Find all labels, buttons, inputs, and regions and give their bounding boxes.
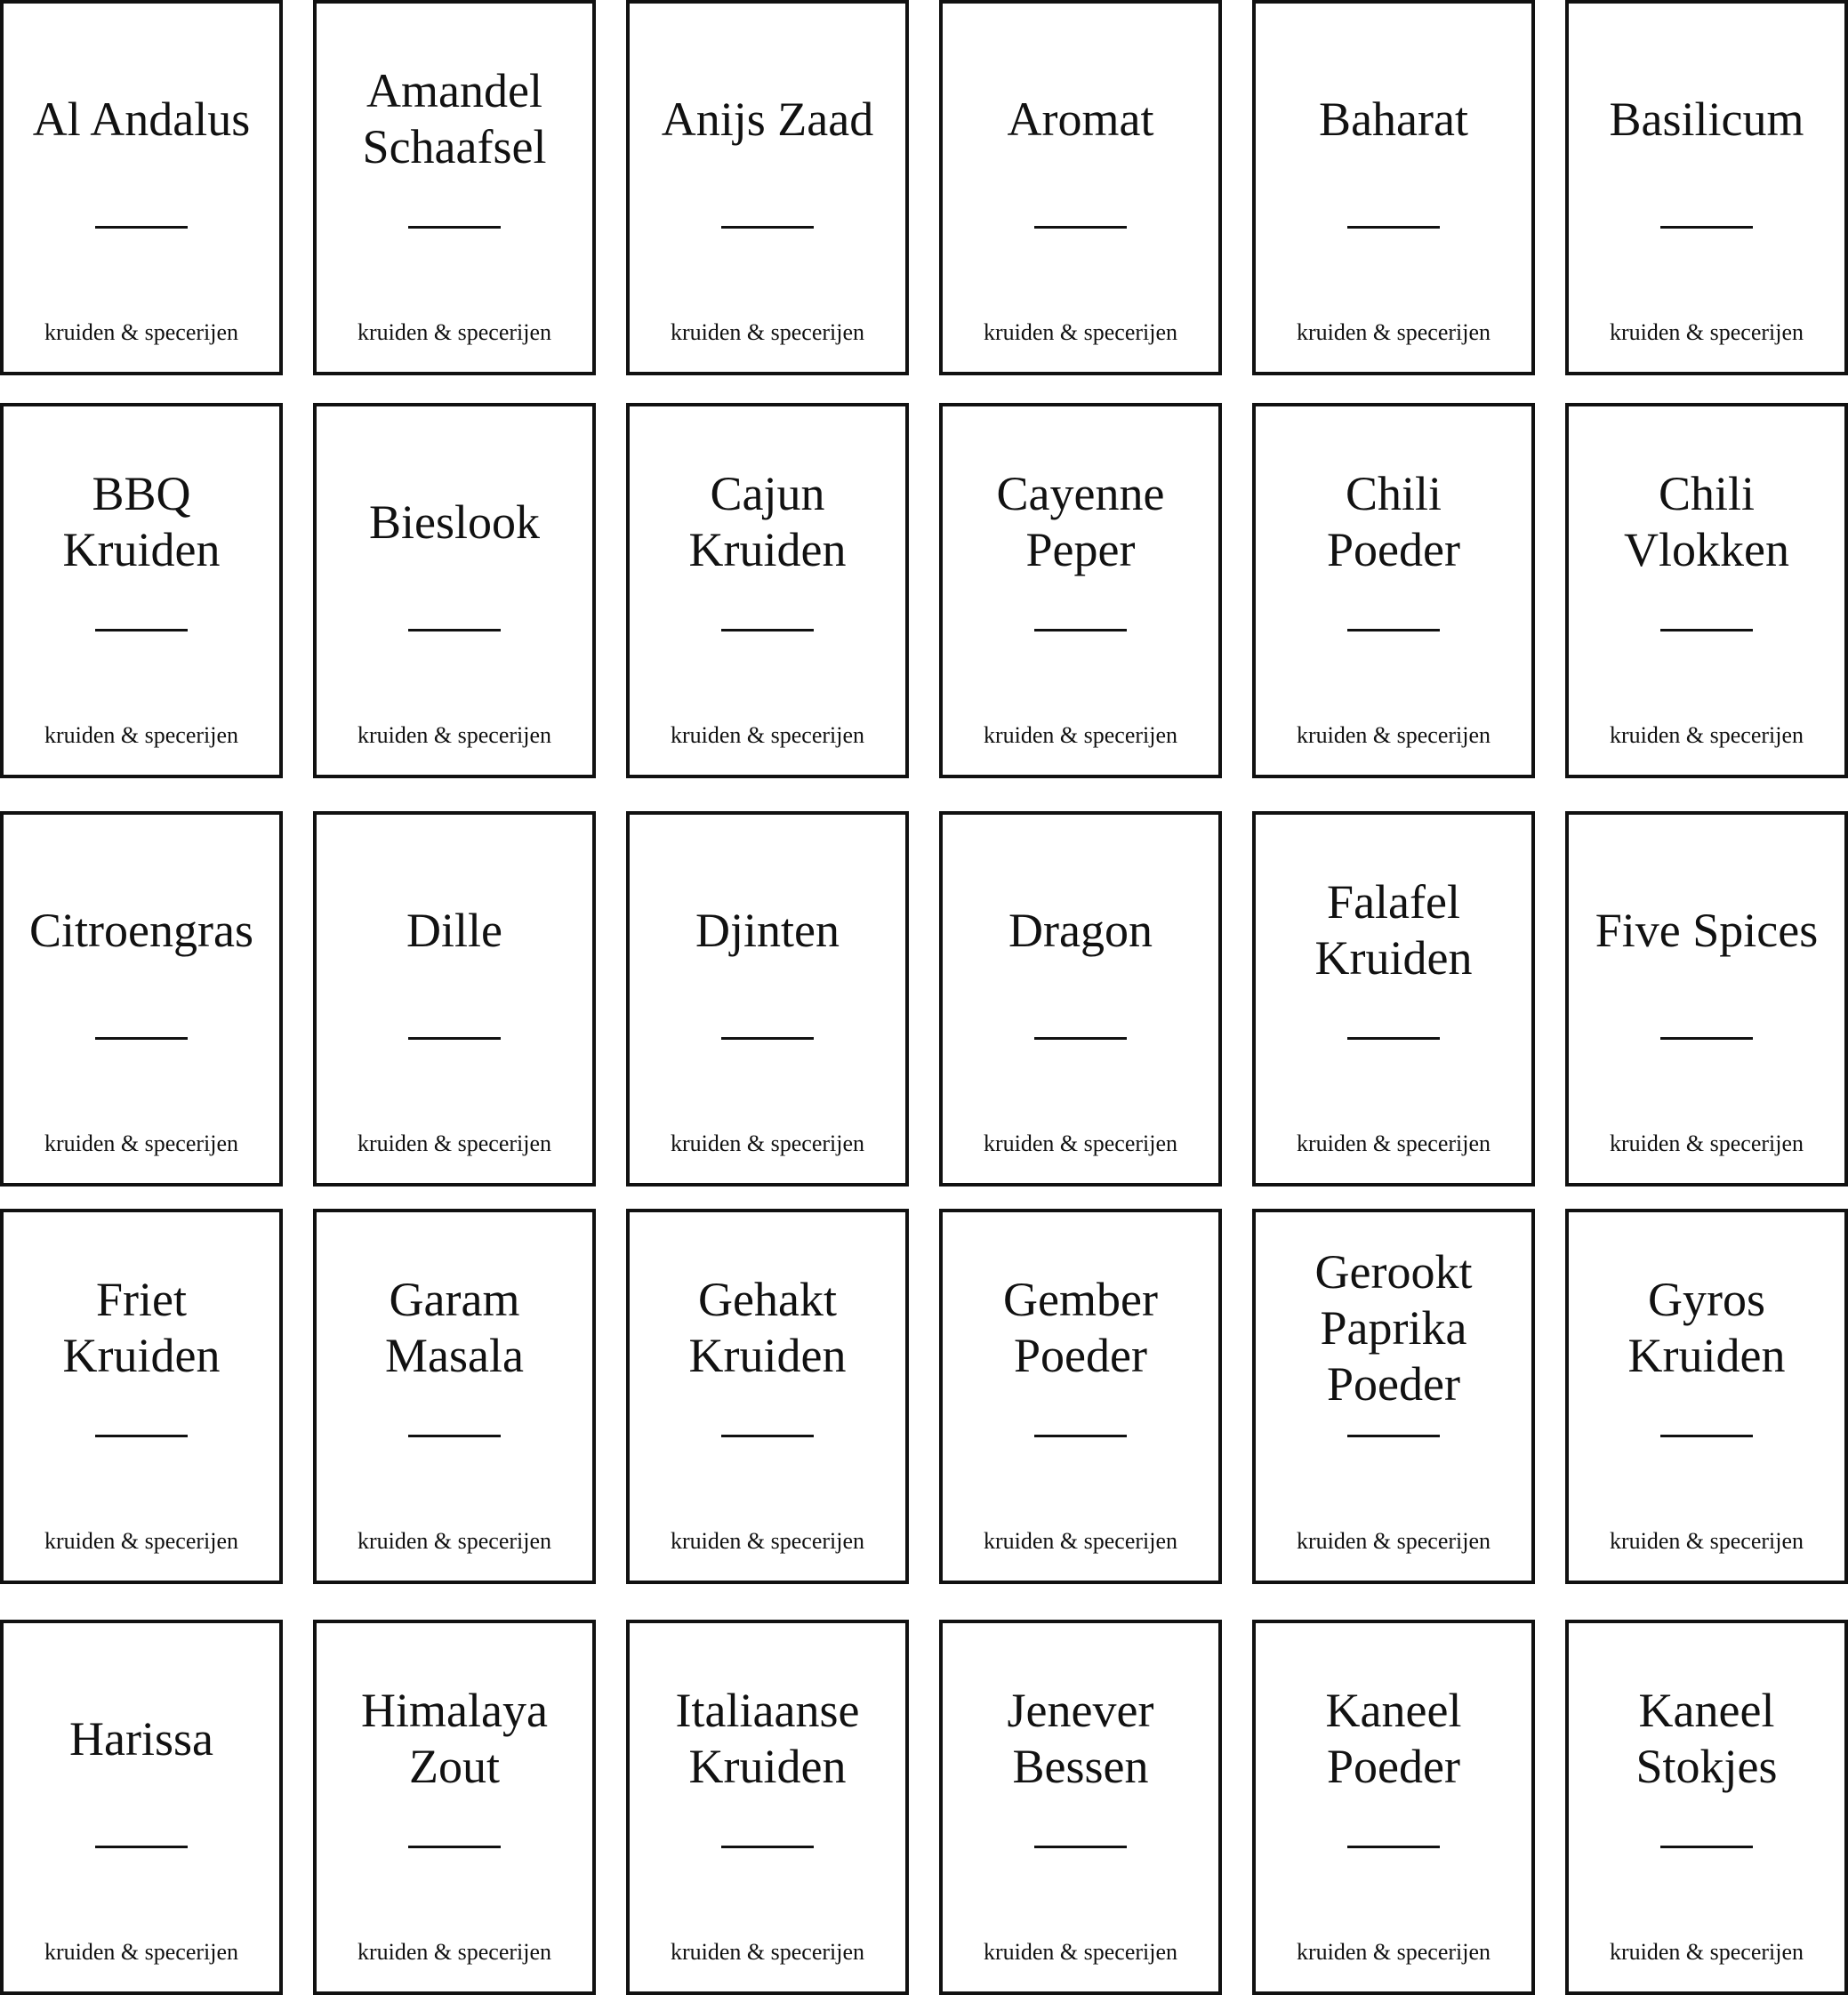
spice-name-line: Kruiden: [62, 523, 221, 576]
divider-line: [1660, 226, 1753, 229]
spice-label: [0, 0, 283, 375]
spice-name: [1256, 1244, 1531, 1412]
spice-name: [630, 1272, 905, 1384]
label-subtitle: kruiden & specerijen: [1296, 319, 1491, 345]
divider-line: [1347, 1435, 1440, 1437]
spice-name-line: Kruiden: [688, 1329, 847, 1382]
spice-name-line: Baharat: [1319, 92, 1468, 146]
label-subtitle: kruiden & specerijen: [1609, 1939, 1804, 1965]
divider-line: [1660, 629, 1753, 631]
spice-name-line: Stokjes: [1635, 1740, 1778, 1793]
divider-line: [1660, 1435, 1753, 1437]
label-subtitle: kruiden & specerijen: [983, 1939, 1178, 1965]
spice-name: [943, 903, 1218, 959]
divider-line: [95, 1435, 188, 1437]
spice-label: [313, 1209, 596, 1584]
divider-line: [721, 1435, 814, 1437]
spice-name-line: BBQ: [92, 467, 191, 520]
spice-name-line: Kruiden: [688, 1740, 847, 1793]
divider-line: [408, 226, 501, 229]
divider-line: [1347, 1846, 1440, 1848]
label-subtitle: kruiden & specerijen: [357, 1528, 552, 1554]
divider-line: [408, 629, 501, 631]
spice-name-line: Gember: [1003, 1273, 1158, 1326]
spice-label: [1252, 1620, 1535, 1995]
spice-name-line: Bessen: [1012, 1740, 1149, 1793]
spice-label: [939, 811, 1222, 1187]
spice-name-line: Falafel: [1327, 875, 1460, 929]
spice-name-line: Kruiden: [62, 1329, 221, 1382]
label-subtitle: kruiden & specerijen: [983, 722, 1178, 748]
spice-name-line: Jenever: [1007, 1684, 1154, 1737]
spice-name: [630, 466, 905, 578]
spice-name: [630, 903, 905, 959]
divider-line: [1034, 1037, 1127, 1040]
spice-name-line: Kruiden: [1314, 931, 1473, 985]
spice-name-line: Chili: [1345, 467, 1442, 520]
label-subtitle: kruiden & specerijen: [670, 1130, 865, 1156]
label-subtitle: kruiden & specerijen: [44, 319, 239, 345]
divider-line: [1034, 629, 1127, 631]
spice-label: [626, 811, 909, 1187]
spice-name-line: Poeder: [1327, 523, 1460, 576]
spice-label: [313, 403, 596, 778]
divider-line: [721, 1846, 814, 1848]
spice-name-line: Italiaanse: [675, 1684, 860, 1737]
spice-label: [313, 1620, 596, 1995]
spice-name-line: Gehakt: [698, 1273, 837, 1326]
spice-label: [1565, 0, 1848, 375]
spice-label: [0, 811, 283, 1187]
label-subtitle: kruiden & specerijen: [1296, 1939, 1491, 1965]
label-subtitle: kruiden & specerijen: [44, 722, 239, 748]
label-subtitle: kruiden & specerijen: [670, 722, 865, 748]
divider-line: [1660, 1037, 1753, 1040]
spice-name-line: Gyros: [1648, 1273, 1765, 1326]
divider-line: [408, 1435, 501, 1437]
spice-label: [313, 811, 596, 1187]
label-subtitle: kruiden & specerijen: [670, 319, 865, 345]
spice-name: [1569, 92, 1844, 148]
label-subtitle: kruiden & specerijen: [1296, 1130, 1491, 1156]
spice-name-line: Friet: [96, 1273, 187, 1326]
spice-name-line: Vlokken: [1624, 523, 1789, 576]
spice-name: [630, 92, 905, 148]
label-subtitle: kruiden & specerijen: [983, 319, 1178, 345]
spice-name-line: Kaneel: [1638, 1684, 1775, 1737]
divider-line: [1034, 1846, 1127, 1848]
spice-name-line: Citroengras: [29, 903, 253, 957]
label-subtitle: kruiden & specerijen: [357, 722, 552, 748]
spice-label: [0, 403, 283, 778]
spice-name-line: Amandel: [366, 64, 542, 117]
spice-name: [630, 1683, 905, 1795]
spice-label: [0, 1620, 283, 1995]
label-subtitle: kruiden & specerijen: [1609, 1130, 1804, 1156]
spice-label: [1565, 403, 1848, 778]
spice-name-line: Cayenne: [996, 467, 1165, 520]
spice-label: [939, 0, 1222, 375]
spice-name-line: Gerookt: [1314, 1244, 1473, 1299]
label-subtitle: kruiden & specerijen: [1609, 722, 1804, 748]
label-subtitle: kruiden & specerijen: [670, 1528, 865, 1554]
spice-name: [1256, 1683, 1531, 1795]
label-subtitle: kruiden & specerijen: [44, 1528, 239, 1554]
spice-name: [1256, 466, 1531, 578]
label-subtitle: kruiden & specerijen: [1296, 1528, 1491, 1554]
divider-line: [1347, 1037, 1440, 1040]
spice-label: [0, 1209, 283, 1584]
spice-name-line: Garam: [389, 1273, 520, 1326]
label-subtitle: kruiden & specerijen: [357, 1130, 552, 1156]
spice-name: [943, 92, 1218, 148]
spice-name-line: Dille: [406, 903, 502, 957]
spice-name-line: Poeder: [1327, 1740, 1460, 1793]
divider-line: [1660, 1846, 1753, 1848]
label-subtitle: kruiden & specerijen: [44, 1939, 239, 1965]
spice-label: [626, 0, 909, 375]
spice-name-line: Cajun: [710, 467, 825, 520]
spice-label: [626, 1209, 909, 1584]
divider-line: [721, 629, 814, 631]
spice-name-line: Poeder: [1327, 1356, 1460, 1411]
label-subtitle: kruiden & specerijen: [1609, 319, 1804, 345]
spice-name: [317, 1272, 592, 1384]
spice-label: [939, 1209, 1222, 1584]
spice-name: [1256, 92, 1531, 148]
spice-name-line: Kruiden: [1627, 1329, 1786, 1382]
spice-name: [943, 466, 1218, 578]
spice-name: [4, 903, 279, 959]
label-subtitle: kruiden & specerijen: [983, 1528, 1178, 1554]
spice-name-line: Al Andalus: [32, 92, 251, 146]
spice-name-line: Harissa: [69, 1711, 213, 1766]
spice-name: [1256, 874, 1531, 986]
spice-name-line: Kruiden: [688, 523, 847, 576]
spice-name: [4, 1272, 279, 1384]
divider-line: [1347, 629, 1440, 631]
divider-line: [95, 226, 188, 229]
spice-name: [1569, 1272, 1844, 1384]
spice-label: [1565, 1620, 1848, 1995]
divider-line: [1034, 1435, 1127, 1437]
label-subtitle: kruiden & specerijen: [1296, 722, 1491, 748]
spice-name: [4, 1711, 279, 1767]
label-subtitle: kruiden & specerijen: [1609, 1528, 1804, 1554]
spice-label: [939, 403, 1222, 778]
spice-name-line: Basilicum: [1609, 92, 1804, 146]
divider-line: [95, 1846, 188, 1848]
spice-name: [4, 92, 279, 148]
spice-name-line: Himalaya: [361, 1684, 548, 1737]
spice-label: [1565, 1209, 1848, 1584]
label-subtitle: kruiden & specerijen: [357, 319, 552, 345]
spice-label: [939, 1620, 1222, 1995]
spice-label: [1252, 1209, 1535, 1584]
spice-name-line: Chili: [1658, 467, 1756, 520]
label-subtitle: kruiden & specerijen: [44, 1130, 239, 1156]
spice-name-line: Kaneel: [1325, 1684, 1462, 1737]
label-subtitle: kruiden & specerijen: [357, 1939, 552, 1965]
spice-name-line: Poeder: [1014, 1329, 1147, 1382]
spice-name: [317, 63, 592, 175]
spice-label: [313, 0, 596, 375]
spice-label: [1565, 811, 1848, 1187]
spice-name-line: Dragon: [1008, 903, 1153, 957]
spice-name-line: Aromat: [1007, 92, 1154, 146]
spice-name-line: Anijs Zaad: [661, 92, 874, 146]
spice-name: [1569, 466, 1844, 578]
spice-name-line: Schaafsel: [362, 120, 547, 173]
spice-label: [1252, 0, 1535, 375]
divider-line: [1347, 226, 1440, 229]
divider-line: [408, 1037, 501, 1040]
spice-name: [1569, 903, 1844, 959]
spice-name-line: Masala: [385, 1329, 524, 1382]
spice-label: [626, 403, 909, 778]
divider-line: [408, 1846, 501, 1848]
spice-name-line: Peper: [1025, 523, 1136, 576]
spice-name: [1569, 1683, 1844, 1795]
spice-name: [4, 466, 279, 578]
spice-name: [943, 1683, 1218, 1795]
divider-line: [95, 1037, 188, 1040]
spice-name-line: Paprika: [1320, 1300, 1467, 1355]
spice-name: [317, 1683, 592, 1795]
spice-label: [1252, 403, 1535, 778]
label-subtitle: kruiden & specerijen: [983, 1130, 1178, 1156]
label-subtitle: kruiden & specerijen: [670, 1939, 865, 1965]
divider-line: [721, 1037, 814, 1040]
spice-name: [317, 903, 592, 959]
spice-name-line: Five Spices: [1595, 903, 1819, 957]
spice-name-line: Bieslook: [368, 495, 540, 549]
spice-name-line: Djinten: [695, 903, 840, 957]
divider-line: [95, 629, 188, 631]
spice-label: [626, 1620, 909, 1995]
divider-line: [721, 226, 814, 229]
spice-name: [317, 495, 592, 551]
spice-label: [1252, 811, 1535, 1187]
spice-name: [943, 1272, 1218, 1384]
spice-name-line: Zout: [409, 1740, 500, 1793]
divider-line: [1034, 226, 1127, 229]
